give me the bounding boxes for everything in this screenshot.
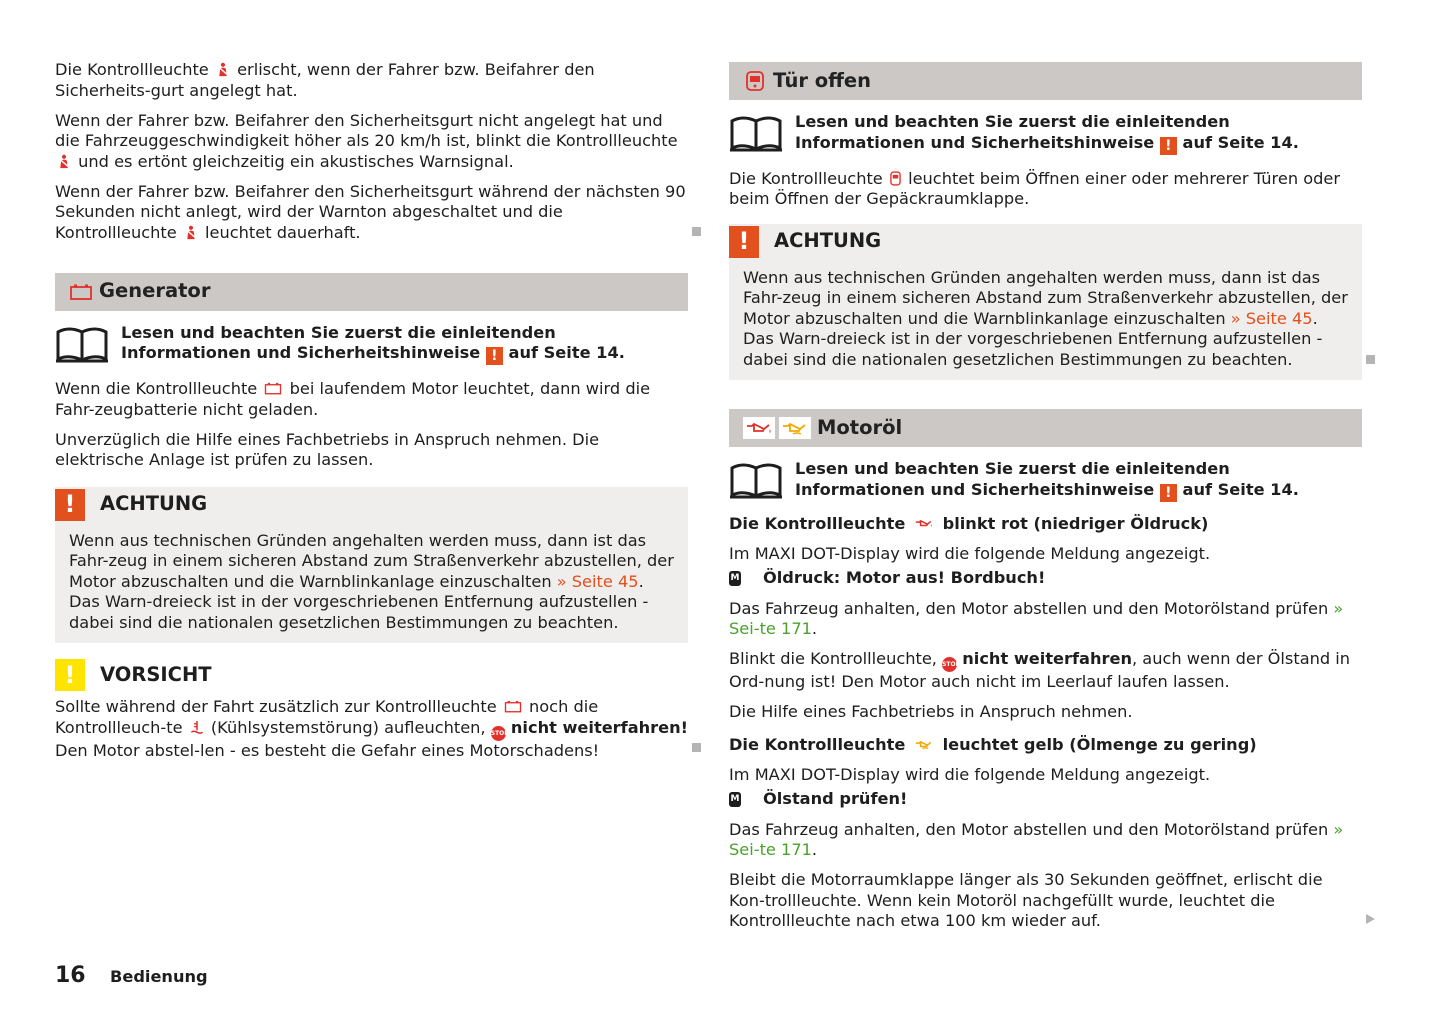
oil-pressure-red-icon	[913, 516, 935, 531]
read-first-notice: Lesen und beachten Sie zuerst die einleitenden Informationen und Sicherheitshinweise ! auf Seite 14.	[729, 112, 1362, 155]
display-message: M Öldruck: Motor aus! Bordbuch!	[730, 568, 1046, 587]
maxi-dot-icon: M	[729, 571, 741, 586]
read-first-notice: Lesen und beachten Sie zuerst die einleitenden Informationen und Sicherheitshinweise ! auf Seite 14.	[729, 459, 1362, 502]
maxi-dot-icon: M	[729, 792, 741, 807]
battery-icon	[504, 699, 522, 714]
caution-heading: ! VORSICHT	[55, 657, 688, 693]
display-message: M Ölstand prüfen!	[730, 789, 908, 808]
generator-paragraph-1: Wenn die Kontrollleuchte bei laufendem Motor leuchtet, dann wird die Fahr-zeugbatterie nicht geladen.	[55, 379, 651, 419]
warning-box	[729, 224, 1362, 381]
warning-text: Wenn aus technischen Gründen angehalten werden muss, dann ist das Fahr-zeug in einem sicheren Abstand zum Straßenverkehr abzustellen, der Motor abzuschalten und die Warnblinkanlage einzuschalten » Seite 45. Das Warn-dreieck ist in der vorgeschriebenen Entfernung aufzustellen - dabei sind die nationalen gesetzlichen Bestimmungen zu beachten.	[743, 267, 1348, 369]
red-paragraph-3: Blinkt die Kontrollleuchte, STOP nicht weiterfahren, auch wenn der Ölstand in Ord-nung ist! Den Motor auch nicht im Leerlauf laufen lassen.	[729, 649, 1351, 691]
door-paragraph-1: Die Kontrollleuchte leuchtet beim Öffnen einer oder mehrerer Türen oder beim Öffnen der Gepäckraumklappe.	[729, 168, 1341, 208]
continue-arrow-icon	[1366, 914, 1375, 924]
belt-paragraph-3: Wenn der Fahrer bzw. Beifahrer den Sicherheitsgurt während der nächsten 90 Sekunden nicht anlegt, wird der Warnton abgeschaltet und die Kontrollleuchte leuchtet dauerhaft.	[55, 181, 686, 242]
warning-heading: ! ACHTUNG	[729, 224, 1348, 260]
page-link[interactable]: » Seite 45	[1230, 308, 1313, 328]
belt-paragraph-1: Die Kontrollleuchte erlischt, wenn der Fahrer bzw. Beifahrer den Sicherheits-gurt angelegt hat.	[55, 60, 595, 100]
warning-excl-icon: !	[55, 489, 85, 521]
page-link[interactable]: » Sei-te 171	[729, 598, 1344, 638]
red-light-subheading: Die Kontrollleuchte blinkt rot (niedriger Öldruck)	[729, 513, 1209, 533]
generator-paragraph-2: Unverzüglich die Hilfe eines Fachbetriebs in Anspruch nehmen. Die elektrische Anlage ist prüfen zu lassen.	[55, 429, 600, 469]
yellow-paragraph-3: Bleibt die Motorraumklappe länger als 30 Sekunden geöffnet, erlischt die Kon-trollleuchte. Wenn kein Motoröl nachgefüllt wurde, leuchtet die Kontrollleuchte nach etwa 100 km wieder auf.	[729, 870, 1323, 930]
door-section-header: Tür offen	[729, 62, 1362, 100]
stop-icon: STOP	[491, 726, 506, 741]
belt-paragraph-2: Wenn der Fahrer bzw. Beifahrer den Sicherheitsgurt nicht angelegt hat und die Fahrzeuggeschwindigkeit höher als 20 km/h ist, blinkt die Kontrollleuchte und es ertönt gleichzeitig ein akustisches Warnsignal.	[55, 110, 678, 171]
book-icon	[729, 462, 783, 500]
oil-pressure-red-icon	[743, 417, 775, 439]
red-paragraph-4: Die Hilfe eines Fachbetriebs in Anspruch nehmen.	[729, 702, 1133, 721]
section-end-marker	[1366, 355, 1375, 364]
seatbelt-warning-icon	[184, 225, 198, 240]
yellow-paragraph-1: Im MAXI DOT-Display wird die folgende Meldung angezeigt.	[729, 765, 1211, 784]
door-open-icon	[743, 71, 767, 91]
door-open-icon	[890, 171, 901, 186]
book-icon	[729, 115, 783, 153]
book-icon	[55, 326, 109, 364]
page-link[interactable]: » Seite 45	[556, 571, 639, 591]
chapter-name: Bedienung	[110, 967, 208, 986]
right-column	[729, 62, 1362, 941]
generator-section-header: Generator	[55, 273, 688, 311]
yellow-paragraph-2: Das Fahrzeug anhalten, den Motor abstellen und den Motorölstand prüfen » Sei-te 171.	[729, 819, 1344, 859]
warning-box	[55, 487, 688, 644]
warning-excl-icon: !	[486, 347, 503, 365]
section-end-marker	[692, 227, 701, 236]
seatbelt-warning-icon	[57, 154, 71, 169]
caution-excl-icon: !	[55, 659, 85, 691]
oil-level-yellow-icon	[913, 737, 935, 752]
warning-text: Wenn aus technischen Gründen angehalten werden muss, dann ist das Fahr-zeug in einem sicheren Abstand zum Straßenverkehr abzustellen, der Motor abzuschalten und die Warnblinkanlage einzuschalten » Seite 45. Das Warn-dreieck ist in der vorgeschriebenen Entfernung aufzustellen - dabei sind die nationalen gesetzlichen Bestimmungen zu beachten.	[69, 530, 674, 632]
warning-excl-icon: !	[1160, 137, 1177, 155]
red-paragraph-1: Im MAXI DOT-Display wird die folgende Meldung angezeigt.	[729, 544, 1211, 563]
coolant-icon	[190, 720, 204, 735]
battery-icon	[69, 282, 93, 302]
oil-level-yellow-icon	[779, 417, 811, 439]
warning-excl-icon: !	[1160, 484, 1177, 502]
page-number: 16	[55, 963, 86, 988]
yellow-light-subheading: Die Kontrollleuchte leuchtet gelb (Ölmenge zu gering)	[729, 734, 1257, 754]
red-paragraph-2: Das Fahrzeug anhalten, den Motor abstellen und den Motorölstand prüfen » Sei-te 171.	[729, 598, 1344, 638]
warning-excl-icon: !	[729, 226, 759, 258]
left-column	[55, 60, 688, 771]
read-first-notice: Lesen und beachten Sie zuerst die einleitenden Informationen und Sicherheitshinweise ! auf Seite 14.	[55, 323, 688, 366]
page-link[interactable]: » Sei-te 171	[729, 819, 1344, 859]
page-footer	[55, 963, 208, 988]
warning-heading: ! ACHTUNG	[55, 487, 674, 523]
seatbelt-warning-icon	[216, 62, 230, 77]
caution-text: Sollte während der Fahrt zusätzlich zur Kontrollleuchte noch die Kontrollleuch-te (Kühlsystemstörung) aufleuchten, STOP nicht weiterfahren! Den Motor abstel-len - es besteht die Gefahr eines Motorschadens!	[55, 697, 689, 760]
battery-icon	[264, 381, 282, 396]
oil-section-header: Motoröl	[729, 409, 1362, 447]
stop-icon: STOP	[942, 657, 957, 672]
section-end-marker	[692, 743, 701, 752]
